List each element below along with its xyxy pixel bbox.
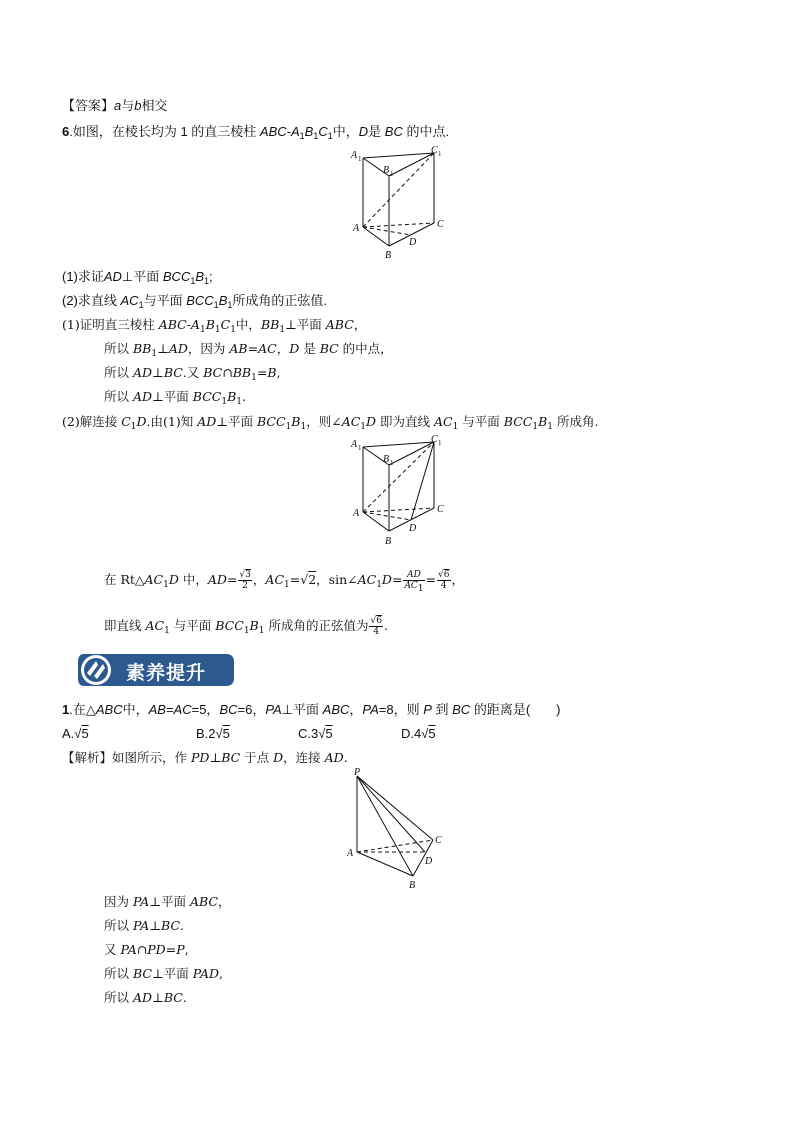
prism-figure-1 [345, 145, 455, 263]
solution-1-line-3: 所以 AD⊥BC.又 $BC\cap BB_1=B$, [104, 365, 281, 383]
svg-text:B: B [383, 454, 390, 465]
svg-text:1: 1 [390, 459, 394, 467]
svg-text:1: 1 [390, 170, 394, 178]
svg-text:D: D [409, 237, 417, 248]
option-b[interactable]: B.2√5 [196, 726, 230, 741]
analysis-line-6: 所以 AD⊥BC. [104, 990, 187, 1005]
solution-2-line-2: 在 $Rt\triangle AC_1D$ 中，AD= $\frac{√3}{2}$ ，$AC_1=√2$，$\sin\angle AC_1D=$ $\frac{AD}{AC_1}$ = $\frac{√6}{4}$ ， [104, 570, 465, 594]
svg-text:1: 1 [358, 444, 362, 452]
analysis-line-5: 所以 BC⊥平面 PAD, [104, 966, 223, 981]
question-6-part2: (2)求直线 $AC_1$与平面 $BCC_1B_1$所成角的正弦值. [62, 293, 327, 310]
analysis-line-1: 【解析】如图所示，作 PD⊥BC 于点 D，连接 AD. [62, 750, 348, 765]
svg-text:C: C [431, 434, 438, 445]
svg-text:P: P [354, 768, 361, 778]
prism-figure-2 [345, 434, 455, 552]
solution-2-line-1: (2)解连接 $C_1D$.由(1)知 AD⊥平面 $BCC_1B_1$，则$\angle AC_1D$ 即为直线 $AC_1$ 与平面 $BCC_1B_1$ 所成角. [62, 414, 599, 432]
svg-text:B: B [385, 250, 392, 261]
analysis-line-4: 又 PA∩PD=P, [104, 942, 189, 957]
svg-text:A: A [351, 439, 358, 450]
svg-text:1: 1 [438, 439, 442, 447]
svg-text:A: A [353, 508, 360, 519]
svg-text:B: B [409, 880, 416, 890]
svg-text:D: D [409, 523, 417, 534]
previous-answer: 【答案】a与b相交 [62, 98, 168, 113]
option-c[interactable]: C.3√5 [298, 726, 333, 741]
question-1-stem: 1.在△ABC中，AB=AC=5，BC=6，PA⊥平面 ABC，PA=8，则 P 到 BC 的距离是( ) [62, 702, 561, 717]
analysis-line-3: 所以 PA⊥BC. [104, 918, 185, 933]
solution-1-line-4: 所以 AD⊥平面 $BCC_1B_1$. [104, 389, 246, 407]
section-title: 素养提升 [126, 662, 207, 684]
option-a[interactable]: A.√5 [62, 726, 89, 741]
option-d[interactable]: D.4√5 [401, 726, 436, 741]
svg-text:A: A [347, 848, 354, 859]
svg-text:A: A [351, 150, 358, 161]
svg-text:C: C [431, 145, 438, 156]
question-6-stem: 6.如图，在棱长均为 1 的直三棱柱 ABC-$A_1B_1C_1$中，D是 BC 的中点. [62, 124, 450, 141]
svg-text:D: D [425, 856, 433, 867]
pyramid-figure [345, 768, 455, 890]
svg-text:C: C [435, 835, 442, 846]
svg-text:1: 1 [358, 155, 362, 163]
svg-text:1: 1 [438, 150, 442, 158]
solution-1-line-1: (1)证明直三棱柱 ABC-$A_1B_1C_1$中，$BB_1\perp$平面 ABC， [62, 317, 367, 335]
analysis-line-2: 因为 PA⊥平面 ABC， [104, 894, 231, 909]
svg-text:A: A [353, 223, 360, 234]
svg-text:C: C [437, 504, 444, 515]
question-6-part1: (1)求证AD⊥平面 $BCC_1B_1$; [62, 269, 213, 286]
svg-text:C: C [437, 219, 444, 230]
svg-text:B: B [383, 165, 390, 176]
answer-label: 【答案】 [62, 98, 115, 113]
solution-2-line-3: 即直线 $AC_1$ 与平面 $BCC_1B_1$ 所成角的正弦值为 $\frac{√6}{4}$ . [104, 616, 388, 637]
solution-1-line-2: 所以 $BB_1\perp AD$，因为 AB=AC，D 是 BC 的中点， [104, 341, 393, 359]
svg-text:B: B [385, 536, 392, 547]
